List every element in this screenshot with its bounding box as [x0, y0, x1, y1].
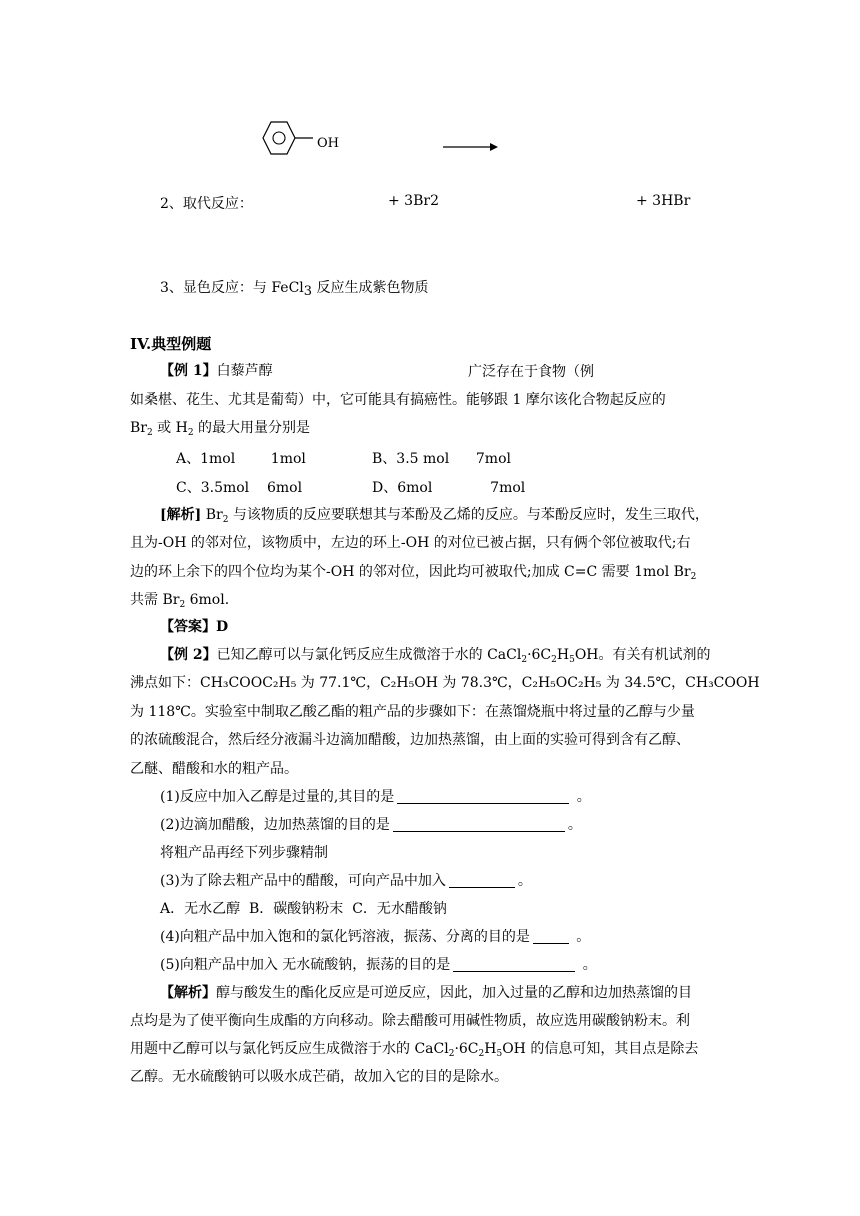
answer-blank-2[interactable] [393, 817, 565, 832]
question-3-options: A．无水乙醇 B．碳酸钠粉末 C．无水醋酸钠 [160, 901, 447, 917]
question-2: (2)边滴加醋酸，边加热蒸馏的目的是 。 [160, 817, 582, 833]
option-d: D、6mol 7mol [372, 480, 526, 496]
example2-analysis-line1: 【解析】醇与酸发生的酯化反应是可逆反应，因此，加入过量的乙醇和边加热蒸馏的目 [160, 985, 692, 1001]
question-3: (3)为了除去粗产品中的醋酸，可向产品中加入 。 [160, 873, 532, 889]
example1-analysis-line1: [解析] $Br_2$ 与该物质的反应要联想其与苯酚及乙烯的反应。与苯酚反应时，发生三取代， [160, 507, 709, 525]
example1-analysis-line2: 且为-OH 的邻对位，该物质中，左边的环上-OH 的对位已被占据，只有俩个邻位被取代;右 [130, 535, 691, 551]
example2-analysis-line4: 乙醇。无水硫酸钠可以吸水成芒硝，故加入它的目的是除水。 [130, 1069, 508, 1085]
product-hbr: + 3HBr [636, 193, 691, 209]
example1-line3: $Br_2$ 或 $H_2$ 的最大用量分别是 [130, 420, 311, 438]
answer-blank-4[interactable] [533, 929, 569, 944]
example2-analysis-line2: 点均是为了使平衡向生成酯的方向移动。除去醋酸可用碱性物质，故应选用碳酸钠粉末。利 [130, 1013, 690, 1029]
example2-line4: 的浓硫酸混合，然后经分液漏斗边滴加醋酸，边加热蒸馏，由上面的实验可得到含有乙醇、 [130, 732, 690, 748]
example1-analysis-line4: 共需 $Br_2$ 6mol. [130, 592, 230, 610]
question-5: (5)向粗产品中加入 无水硫酸钠，振荡的目的是 。 [160, 957, 597, 973]
section-title: IV.典型例题 [130, 335, 212, 353]
option-c: C、3.5mol 6mol [176, 480, 303, 496]
refine-heading: 将粗产品再经下列步骤精制 [160, 845, 328, 861]
question-4: (4)向粗产品中加入饱和的氯化钙溶液，振荡、分离的目的是 。 [160, 929, 591, 945]
example1-line1: 【例 1】白藜芦醇 [160, 363, 273, 379]
reaction-arrow [442, 140, 500, 154]
substitution-reaction-label: 2、取代反应： [160, 196, 253, 212]
answer-blank-5[interactable] [453, 957, 575, 972]
answer-blank-1[interactable] [397, 789, 569, 804]
example2-line1: 【例 2】已知乙醇可以与氯化钙反应生成微溶于水的 $CaCl_2\cdot 6C_2H_5OH$。有关有机试剂的 [160, 647, 711, 665]
reagent-br2: + 3Br2 [388, 193, 439, 209]
example1-line2: 如桑椹、花生、尤其是葡萄）中，它可能具有搞癌性。能够跟 1 摩尔该化合物起反应的 [130, 392, 666, 408]
option-b: B、3.5 mol 7mol [372, 451, 511, 467]
oh-label: OH [317, 136, 339, 151]
example1-analysis-line3: 边的环上余下的四个位均为某个-OH 的邻对位，因此均可被取代;加成 C=C 需要 1mol $Br_2$ [130, 564, 697, 582]
phenol-structure [255, 118, 315, 162]
example1-line1-tail: 广泛存在于食物（例 [468, 364, 594, 380]
answer-blank-3[interactable] [449, 873, 515, 888]
question-1: (1)反应中加入乙醇是过量的,其目的是 。 [160, 789, 591, 805]
color-reaction-line: 3、显色反应：与 FeCl$_3$ 反应生成紫色物质 [160, 280, 429, 299]
example2-line2: 沸点如下：CH₃COOC₂H₅ 为 77.1℃，C₂H₅OH 为 78.3℃，C₂H₅OC₂H₅ 为 34.5℃，CH₃COOH [130, 675, 760, 691]
option-a: A、1mol 1mol [176, 451, 306, 467]
example2-line3: 为 118℃。实验室中制取乙酸乙酯的粗产品的步骤如下：在蒸馏烧瓶中将过量的乙醇与少量 [130, 704, 695, 720]
example2-line5: 乙醚、醋酸和水的粗产品。 [130, 761, 298, 777]
example2-analysis-line3: 用题中乙醇可以与氯化钙反应生成微溶于水的 $CaCl_2\cdot 6C_2H_5OH$ 的信息可知，其目点是除去 [130, 1041, 699, 1059]
example1-answer: 【答案】D [160, 619, 229, 635]
